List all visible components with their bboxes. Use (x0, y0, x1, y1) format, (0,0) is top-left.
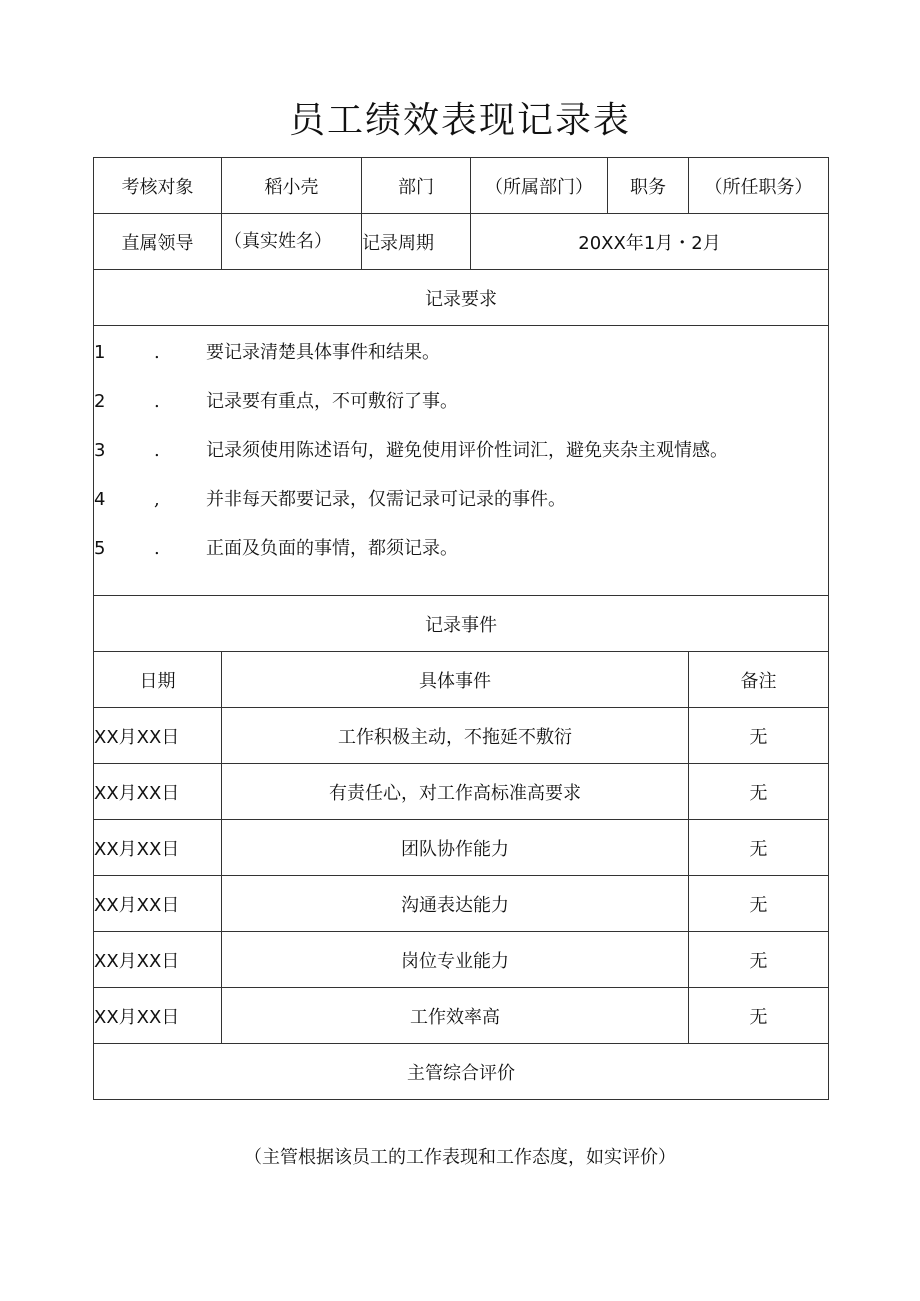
requirement-number: 4 (94, 489, 106, 510)
period-label: 记录周期 (362, 214, 471, 270)
position-value[interactable]: （所任职务） (689, 158, 829, 214)
event-date[interactable]: XX月XX日 (94, 708, 222, 764)
table-row (94, 932, 829, 988)
events-heading-row (94, 596, 829, 652)
requirements-heading: 记录要求 (94, 270, 829, 326)
requirement-text: 正面及负面的事情，都须记录。 (206, 538, 458, 559)
header-row-2 (94, 214, 829, 270)
event-description[interactable]: 沟通表达能力 (222, 876, 689, 932)
column-header-event: 具体事件 (222, 652, 689, 708)
subject-label: 考核对象 (94, 158, 222, 214)
requirement-separator: . (154, 538, 160, 559)
column-header-date: 日期 (94, 652, 222, 708)
event-date[interactable]: XX月XX日 (94, 932, 222, 988)
requirement-item (94, 536, 828, 585)
event-note[interactable]: 无 (689, 988, 829, 1044)
evaluation-heading-row (94, 1044, 829, 1100)
table-row (94, 708, 829, 764)
page-title: 员工绩效表现记录表 (288, 100, 631, 141)
table-row (94, 876, 829, 932)
event-note[interactable]: 无 (689, 932, 829, 988)
requirement-text: 记录须使用陈述语句，避免使用评价性词汇，避免夹杂主观情感。 (206, 440, 728, 461)
evaluation-heading: 主管综合评价 (94, 1044, 829, 1100)
requirement-separator: , (154, 489, 160, 510)
requirement-item (94, 340, 828, 389)
requirement-separator: . (154, 440, 160, 461)
requirement-text: 要记录清楚具体事件和结果。 (206, 342, 440, 363)
leader-label: 直属领导 (94, 214, 222, 270)
dept-label: 部门 (362, 158, 471, 214)
requirement-separator: . (154, 342, 160, 363)
event-description[interactable]: 工作积极主动，不拖延不敷衍 (222, 708, 689, 764)
event-date[interactable]: XX月XX日 (94, 876, 222, 932)
requirements-heading-row (94, 270, 829, 326)
event-description[interactable]: 团队协作能力 (222, 820, 689, 876)
position-label: 职务 (608, 158, 689, 214)
requirement-separator: . (154, 391, 160, 412)
event-note[interactable]: 无 (689, 764, 829, 820)
event-date[interactable]: XX月XX日 (94, 820, 222, 876)
requirement-number: 2 (94, 391, 106, 412)
event-note[interactable]: 无 (689, 820, 829, 876)
event-date[interactable]: XX月XX日 (94, 764, 222, 820)
table-row (94, 820, 829, 876)
requirements-list (94, 326, 829, 596)
requirements-row (94, 326, 829, 596)
requirement-number: 5 (94, 538, 106, 559)
requirement-item (94, 487, 828, 536)
subject-value[interactable]: 稻小壳 (222, 158, 362, 214)
event-note[interactable]: 无 (689, 876, 829, 932)
requirement-item (94, 389, 828, 438)
record-form (93, 157, 829, 1100)
event-description[interactable]: 工作效率高 (222, 988, 689, 1044)
table-row (94, 764, 829, 820)
events-column-headers (94, 652, 829, 708)
period-value[interactable]: 20XX年1月・2月 (471, 214, 829, 270)
requirement-item (94, 438, 828, 487)
event-date[interactable]: XX月XX日 (94, 988, 222, 1044)
requirement-number: 3 (94, 440, 106, 461)
dept-value[interactable]: （所属部门） (471, 158, 608, 214)
events-heading: 记录事件 (94, 596, 829, 652)
leader-value-text: （真实姓名） (224, 230, 332, 252)
leader-value[interactable] (222, 214, 362, 270)
event-description[interactable]: 有责任心，对工作高标准高要求 (222, 764, 689, 820)
event-description[interactable]: 岗位专业能力 (222, 932, 689, 988)
header-row-1 (94, 158, 829, 214)
requirement-text: 记录要有重点，不可敷衍了事。 (206, 391, 458, 412)
column-header-note: 备注 (689, 652, 829, 708)
event-note[interactable]: 无 (689, 708, 829, 764)
requirement-number: 1 (94, 342, 106, 363)
requirement-text: 并非每天都要记录，仅需记录可记录的事件。 (206, 489, 566, 510)
evaluation-hint: （主管根据该员工的工作表现和工作态度，如实评价） (244, 1147, 676, 1168)
table-row (94, 988, 829, 1044)
